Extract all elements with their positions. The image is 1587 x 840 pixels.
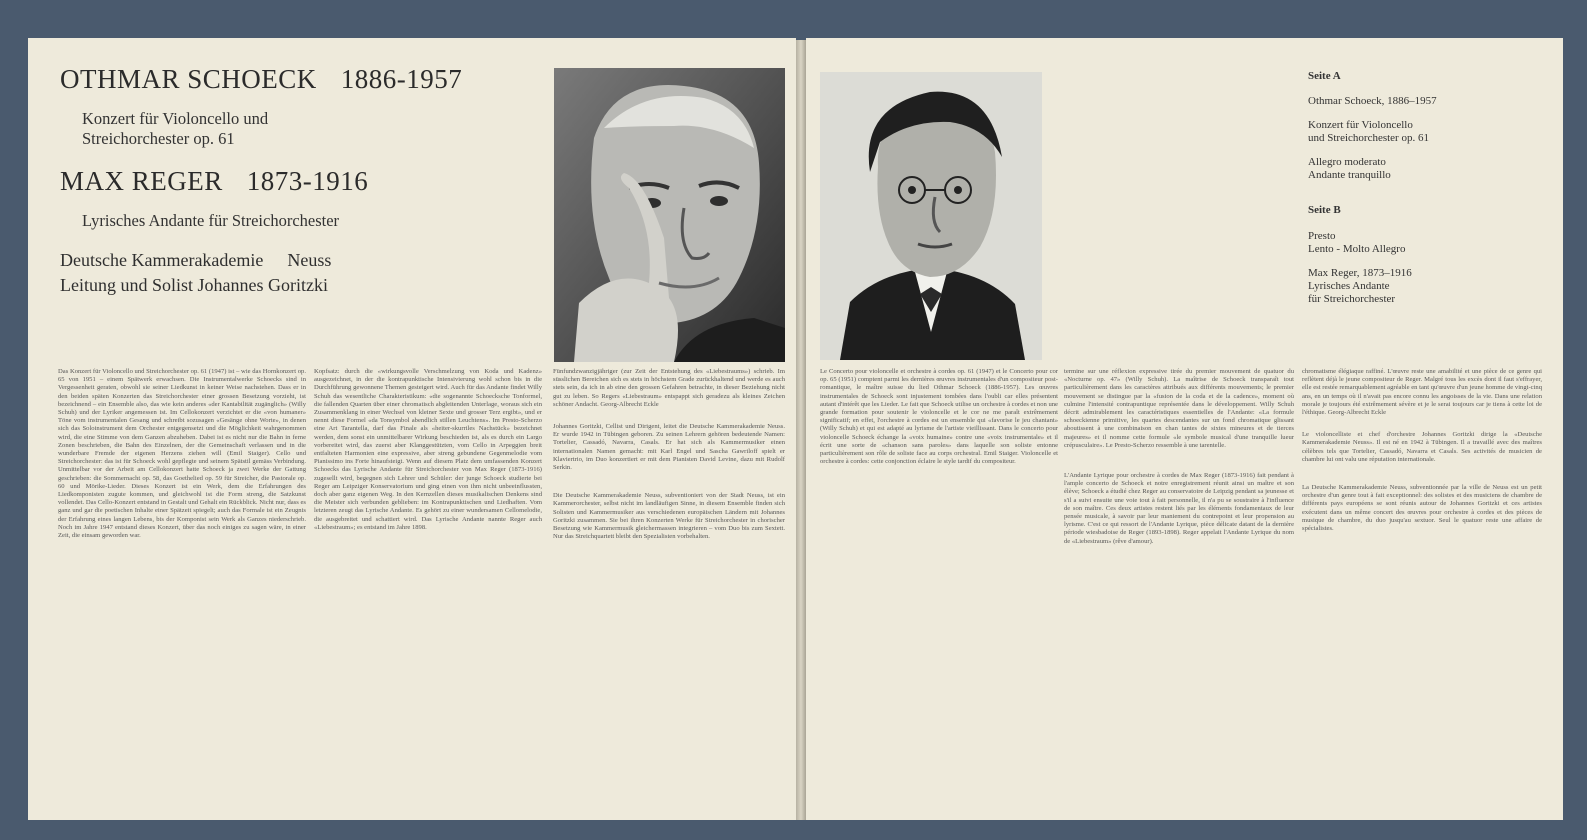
portrait-schoeck — [554, 68, 785, 362]
composer1-heading — [60, 64, 462, 95]
notes-de-ensemble: Die Deutsche Kammerakademie Neuss, subventioniert von der Stadt Neuss, ist ein Kammerorchester, selbst nicht im landläufigen Sinne, in diesem Ensemble finden sich Solisten und Kammermusiker aus verschiedenen europäischen Ländern mit Johannes Goritzki zusammen. Sie bei ihren Konzerten Werke für Streichorchester in chorischer Besetzung wie Kammermusik gleichermassen integrieren – vom Duo bis zum Sextett. Nur das Streichquartett bleibt den Spezialisten vorbehalten. — [553, 492, 785, 541]
right-panel — [806, 38, 1563, 820]
portrait-reger — [820, 72, 1042, 360]
notes-fr-col2-text: termine sur une réflexion expressive tirée du premier mouvement de quatuor du «Nocturne op. 47» (Willy Schuh). La maîtrise de Schoeck transparaît tout particulièrement dans les caractères attribués aux différents mouvements; le premier mouvement se distingue par la «fusion de la coda et de la cadence», moment où culmine l'intensité contrapuntique représentée dans le développement. Willy Schuh décrit admirablement les caractéristiques essentielles de l'Andante: «La formule schoeckienne primitive, les quartes descendantes sur un fond chromatique glissant aboutissent à une combinaison en chan tantes de sixtes mineures et de tierces majeures» et il nomme cette formule «le symbole musical d'une tranquille lueur crépusculaire». Le Presto-Scherzo ressemble à une tarentelle. — [1064, 368, 1294, 449]
tracklist — [1308, 70, 1558, 317]
composer2-name: MAX REGER — [60, 166, 223, 196]
side-b-composer: Max Reger, 1873–1916 — [1308, 266, 1412, 279]
side-b-movement-2: Lento - Molto Allegro — [1308, 243, 1406, 256]
notes-de-col2-text: Kopfsatz: durch die «wirkungsvolle Verschmelzung von Koda und Kadenz» ausgezeichnet, in der die kontrapunktische Intensivierung wohl schon bis in die Durchführung gewonnene Themen gesteigert wird. Auch für das Andante findet Willy Schuh das wesentliche Charakteristikum: «die sogenannte Schoecksche Tonformel, die fallenden Quarten über einer chromatisch abgleitenden Unterlage, woraus sich ein Zusammenklang in einer Wechsel von kleiner Sexte und grosser Terz ergibt», und er nennt diese Formel «da Tonsymbol abendlich stillen Leuchtens». Im Presto-Scherzo eine Art Tarantella, darf das Finale als «heiter-skurriles Nachstück» bezeichnet werden, dem sonst ein unmittelbarer Wirkung beschieden ist, als es durch ein Largo vorbereitet wird, das zuerst aber Klanggestützten, vom Cello in Arpeggien breit entfalteten Harmonien eine expressive, aber streng gebundene Gegenmelodie vom Pianissimo ins Forte hinaufsteigt. Wenn auf diesem Platz dem umfassenden Konzert Schoecks das Lyrische Andante für Streichorchester von Max Reger (1873-1916) zugesellt wird, begegnen sich Lehrer und Schüler: der junge Schoeck studierte bei Reger am Leipziger Konservatorium und ging einen von ihm nicht unbeeinflussten, doch aber ganz eigenen Weg. In den Kernzellen dieses musikalischen Denkens sind die Meister sich verbunden geblieben: im Kontrapunktischen und Liedhaften. Vom letzteren zeugt das Lyrische Andante. Es gehört zu einer wundersamen Cellomelodie, die ausgebreitet und schattiert wird. Das Lyrische Andante nannte Reger auch «Liebestraum»; es entstand im Jahre 1898. — [314, 368, 542, 531]
side-b-work — [1308, 267, 1558, 307]
notes-fr-col2 — [1064, 368, 1294, 808]
work2-title: Lyrisches Andante für Streichorchester — [82, 211, 340, 230]
notes-de-col3 — [553, 368, 785, 808]
notes-de-col2 — [314, 368, 542, 808]
performers — [60, 248, 331, 298]
side-a-movements — [1308, 156, 1558, 183]
side-a-movement-1: Allegro moderato — [1308, 155, 1386, 168]
side-a-composer: Othmar Schoeck, 1886–1957 — [1308, 95, 1437, 108]
ensemble: Deutsche Kammerakademie — [60, 250, 264, 270]
notes-de-col1-text: Das Konzert für Violoncello und Streichorchester op. 61 (1947) ist – wie das Hornkonzert op. 65 von 1951 – einem Spätwerk erwachsen. Die Instrumentalwerke Schoecks sind in Vergessenheit geraten, obwohl sie seiner Liedkunst in keiner Weise nachstehen. Dass er in den beiden späten Konzerten das Streichorchester einer grossen Besetzung vorzieht, ist bezeichnend – ein Ensemble also, das wie kein anderes «der Kantabilität zugänglich» (Willy Schuh) und der Lyriker angemessen ist. Im Cellokonzert verzichtet er die «von humaner» Töne vom instrumentalen Gesang und schreibt sozusagen «Gesänge ohne Worte», in denen sich das Soloinstrument dem Orchester entgegensetzt und die Möglichkeit wahrgenommen wird, die eine Stimme von dem Ganzen abzuheben. Dabei ist es nicht nur die Bahn in ferne Zonen beschrieben, die Bahn des Einzelnen, der die Gemeinschaft verlassen und in die wunderbare Fremde der eigenen Herzens ziehen will (Emil Staiger). Cello und Streichorchester: das ist für Schoeck wohl gepflegte und seinem Spätstil gemäss Verbindung. Unmittelbar vor der Arbeit am Cellokonzert hatte Schoeck ja zwei Werke der Gattung geschrieben: die Sommernacht op. 58, das Goethelied op. 59 für Streicher, die Pastorale op. 60 und Mörike-Lieder. Dieses Konzert ist ein Werk, dem die Erfahrungen des Liedkomponisten zugute kommen, und gleichwohl ist die Form streng, die Satzkunst vollendet. Das Cello-Konzert entstand in Gestalt und Gehalt ein Rückblick. Nicht nur, dass es ganz und gar die poetischen Inhalte einer Spätzeit spiegelt; auch das Formale ist ein Zeugnis der Erfahrung eines langen Lebens, bis der Komponist sein Werk als Ganzes niederschrieb. Noch im Jahre 1947 entstand dieses Konzert, über das noch einiges zu sagen wäre, in einer Zeit, die einsam geworden war. — [58, 368, 306, 540]
side-a-movement-2: Andante tranquillo — [1308, 169, 1391, 182]
side-b-heading: Seite B — [1308, 204, 1341, 217]
side-b-movement-1: Presto — [1308, 229, 1336, 242]
work1-line1: Konzert für Violoncello und — [82, 109, 269, 128]
notes-fr-col1-text: Le Concerto pour violoncelle et orchestre à cordes op. 61 (1947) et le Concerto pour cor op. 65 (1951) comptent parmi les dernières œuvres instrumentales d'un compositeur post-romantique, le maître suisse du lied Othmar Schoeck (1886-1957). Les œuvres instrumentales de Schoeck sont injustement tombées dans l'oubli car elles présentent autant d'intérêt que les Lieder. Le fait que Schoeck utilise un orchestre à cordes et non une grande formation pour soutenir le violoncelle et le cor ne me paraît extrêmement significatif; en effet, l'orchestre à cordes est un ensemble qui «favorise le jeu chantant» (Willy Schuh) et qui est adapté au lyrisme de l'artiste vieillissant. Dans le concerto pour violoncelle Schoeck échange la «voix humaine» contre une «voix instrumentale» et il écrit une sorte de «chanson sans paroles» dans laquelle son soliste entonne particulièrement son rôle de soliste face au corps orchestral. Emil Staiger. Violoncelle et orchestre à cordes: cette conjonction éclaire le style tardif du compositeur. — [820, 368, 1058, 466]
side-a-work-line2: und Streichorchester op. 61 — [1308, 132, 1429, 145]
portrait-photo-icon — [820, 72, 1042, 360]
notes-fr-ensemble: La Deutsche Kammerakademie Neuss, subventionnée par la ville de Neuss est un petit orchestre d'un genre tout à fait exceptionnel: des solistes et des musiciens de chambre de différents pays européens se sont réunis autour de Johannes Goritzki et ces artistes exécutent dans un même concert des œuvres pour orchestre à cordes et des pièces de musique de chambre, du duo jusqu'au sextuor. Seul le quatuor reste une affaire de spécialistes. — [1302, 484, 1542, 533]
notes-fr-bio: Le violoncelliste et chef d'orchestre Johannes Goritzki dirige la «Deutsche Kammerakademie Neuss». Il est né en 1942 à Tübingen. Il a travaillé avec des maîtres célèbres tels que Tortelier, Cassadó, Navarra et Casals. Ses activités de musicien de chambre lui ont valu une réputation internationale. — [1302, 431, 1542, 463]
conductor: Leitung und Solist Johannes Goritzki — [60, 275, 328, 295]
notes-de-col3-text: Fünfundzwanzigjähriger (zur Zeit der Entstehung des «Liebestraums») schrieb. Im süsslichen Bereichen sich es stets in höchstem Grade zurückhaltend und werde es auch stets sein, da ich in ab eine den grossen Gefahren betrachte, in dieser Beziehung nicht gut zu leben. So Regers «Liebestraum» entspappt sich geradezu als kleines Zeichen schöner Andacht. Georg-Albrecht Eckle — [553, 368, 785, 408]
composer1-name: OTHMAR SCHOECK — [60, 64, 317, 94]
work1-title — [82, 109, 268, 149]
side-b-work-line2: für Streichorchester — [1308, 293, 1396, 306]
left-panel — [28, 38, 796, 820]
side-a-work — [1308, 119, 1558, 146]
composer2-dates: 1873-1916 — [246, 166, 369, 196]
notes-de-col1 — [58, 368, 306, 808]
portrait-photo-icon — [554, 68, 785, 362]
notes-fr-col2b-text: L'Andante Lyrique pour orchestre à cordes de Max Reger (1873-1916) fait pendant à l'ample concerto de Schoeck et notre enregistrement réunit ainsi un maître et son élève; Schoeck a étudié chez Reger au conservatoire de Leipzig pendant sa jeunesse et s'il a suivi ensuite une voie tout à fait personnelle, il n'a pu se soustraire à l'influence de son maître. Ces deux artistes restent liés par les éléments fondamentaux de leur pensée musicale, à savoir par leur maniement du contrepoint et leur propension au lyrisme. C'est ce qui ressort de l'Andante Lyrique, pièce délicate datant de la dernière période wiesbadoise de Reger (1893-1898). Reger appelait l'Andante Lyrique du nom de «Liebestraum» (rêve d'amour). — [1064, 472, 1294, 545]
city: Neuss — [287, 250, 332, 270]
side-b-movements — [1308, 230, 1558, 257]
composer1-dates: 1886-1957 — [340, 64, 463, 94]
side-a-block — [1308, 95, 1558, 108]
notes-fr-col3-text: chromatisme élégiaque raffiné. L'œuvre reste une amabilité et une pièce de ce genre qui reflètent déjà le jeune compositeur de Reger. Malgré tous les excès dont il faut s'effrayer, elle est restée remarquablement agréable en tant qu'œuvre d'un jeune homme de vingt-cinq ans, en un temps où il n'avait pas encore connu les angoisses de la vie. Dans une relation morale je toujours été extrêmement sévère et je le serai toujours car je tiens à cette loi de l'éthique. Georg-Albrecht Eckle — [1302, 368, 1542, 417]
gatefold-spine — [796, 40, 806, 820]
notes-de-bio: Johannes Goritzki, Cellist und Dirigent, leitet die Deutsche Kammerakademie Neuss. Er wurde 1942 in Tübingen geboren. Zu seinen Lehrern gehören bedeutende Namen: Tortelier, Cassadó, Navarra, Casals. Er hat sich als Kammermusiker einen internationalen Namen gemacht: mit Karl Engel und Sascha Gawriloff spielt er Klaviertrio, im Duo konzertiert er mit dem Pianisten David Levine, dazu mit Rudolf Serkin. — [553, 423, 785, 472]
side-a-heading: Seite A — [1308, 70, 1341, 82]
work1-line2: Streichorchester op. 61 — [82, 129, 235, 148]
side-a-work-line1: Konzert für Violoncello — [1308, 118, 1413, 131]
notes-fr-col3 — [1302, 368, 1542, 808]
composer2-heading — [60, 166, 368, 197]
side-b-work-line1: Lyrisches Andante — [1308, 280, 1390, 293]
notes-fr-col1 — [820, 368, 1058, 808]
